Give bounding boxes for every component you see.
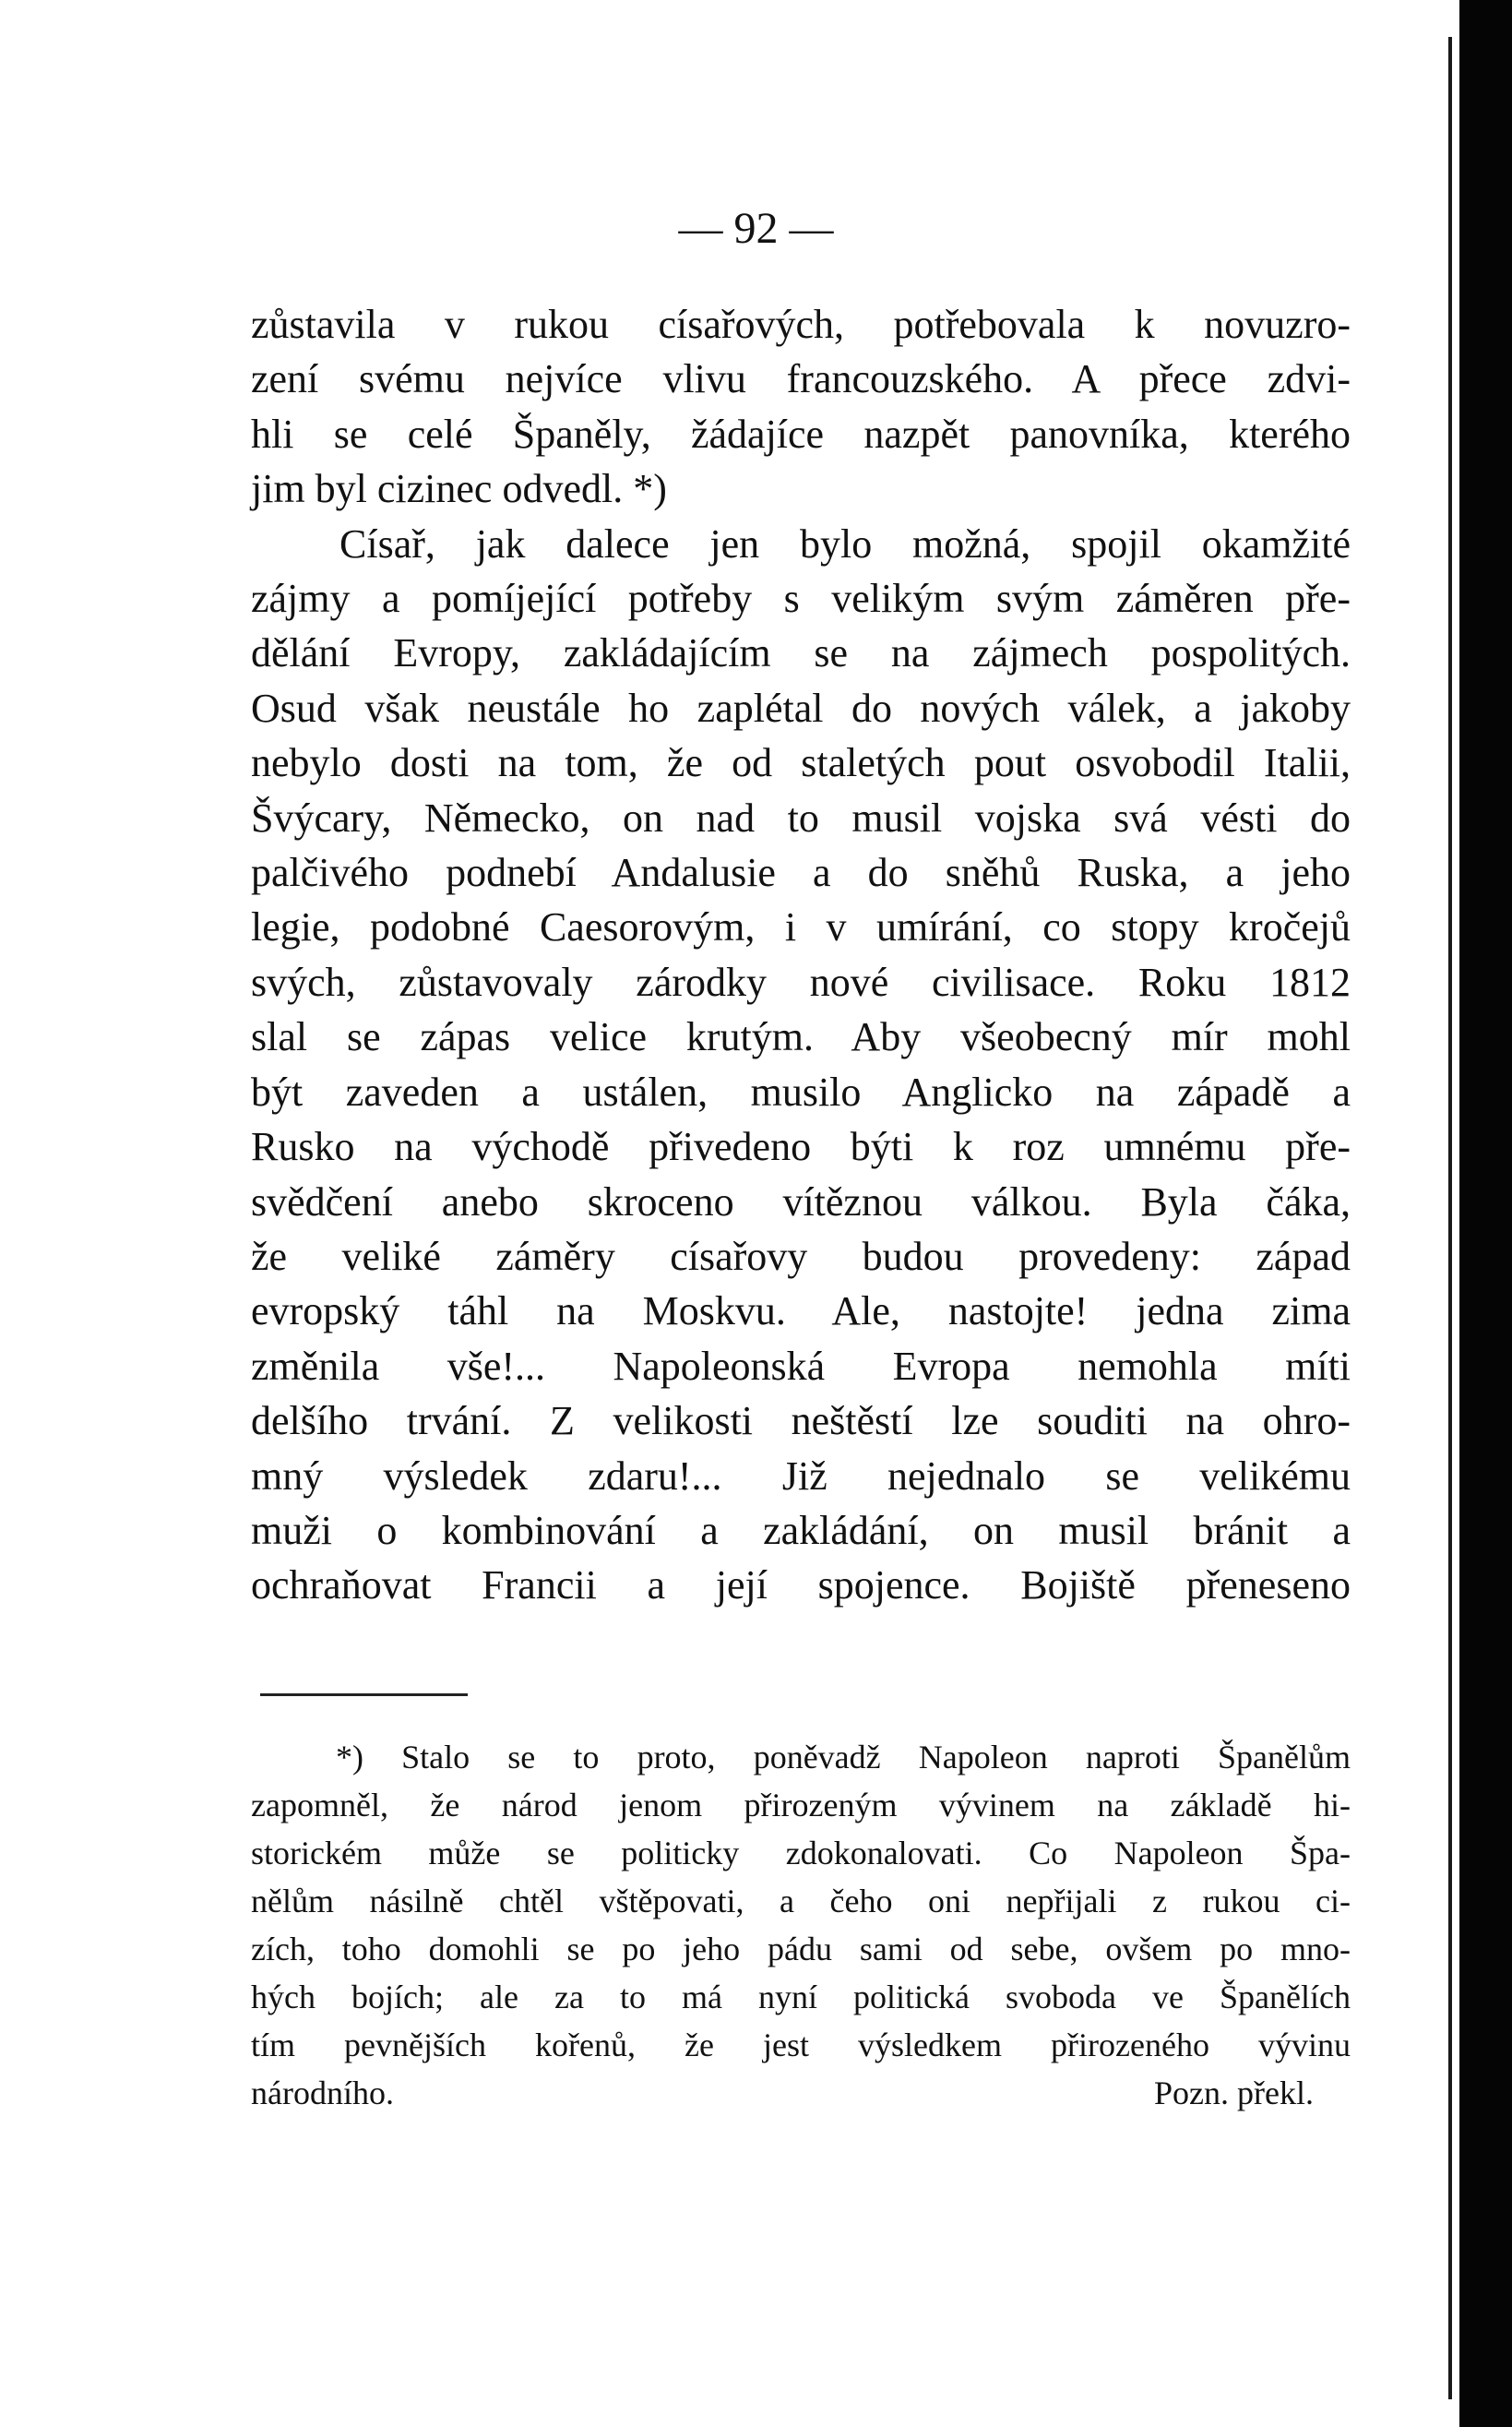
footnote-line: zapomněl, že národ jenom přirozeným vývinem na základě hi-	[251, 1787, 1351, 1823]
main-text	[251, 297, 1351, 1613]
footnote-attribution: Pozn. překl.	[1154, 2074, 1314, 2111]
footnote	[251, 1733, 1351, 2117]
text-line: Osud však neustále ho zaplétal do nových válek, a jakoby	[251, 685, 1351, 731]
text-line: mný výsledek zdaru!... Již nejednalo se velikému	[251, 1453, 1351, 1499]
footnote-line: nělům násilně chtěl vštěpovati, a čeho oni nepřijali z rukou ci-	[251, 1883, 1351, 1919]
text-line: zení svému nejvíce vlivu francouzského. A přece zdvi-	[251, 356, 1351, 402]
footnote-line: storickém může se politicky zdokonalovati. Co Napoleon Špa-	[251, 1835, 1351, 1871]
text-line: muži o kombinování a zakládání, on musil bránit a	[251, 1507, 1351, 1553]
text-line: delšího trvání. Z velikosti neštěstí lze souditi na ohro-	[251, 1398, 1351, 1444]
text-line: evropský táhl na Moskvu. Ale, nastojte! jedna zima	[251, 1288, 1351, 1334]
text-line: svých, zůstavovaly zárodky nové civilisace. Roku 1812	[251, 959, 1351, 1005]
text-line: hli se celé Španěly, žádajíce nazpět panovníka, kterého	[251, 411, 1351, 457]
text-line: palčivého podnebí Andalusie a do sněhů Ruska, a jeho	[251, 850, 1351, 896]
text-line: slal se zápas velice krutým. Aby všeobecný mír mohl	[251, 1014, 1351, 1060]
text-line: dělání Evropy, zakládajícím se na zájmech pospolitých.	[251, 630, 1351, 676]
text-line: ochraňovat Francii a její spojence. Bojiště přeneseno	[251, 1562, 1351, 1608]
footnote-line: hých bojích; ale za to má nyní politická svoboda ve Španělích	[251, 1979, 1351, 2015]
page-edge-rule	[1448, 37, 1452, 2399]
text-line: Švýcary, Německo, on nad to musil vojska svá vésti do	[251, 795, 1351, 841]
page-number: — 92 —	[678, 204, 834, 253]
footnote-line: *) Stalo se to proto, poněvadž Napoleon naproti Španělům	[336, 1739, 1351, 1775]
text-line: zájmy a pomíjející potřeby s velikým svým záměren pře-	[251, 576, 1351, 622]
text-line: svědčení anebo skroceno vítěznou válkou. Byla čáka,	[251, 1178, 1351, 1225]
footnote-line: národního.	[251, 2074, 394, 2111]
text-line: změnila vše!... Napoleonská Evropa nemohla míti	[251, 1343, 1351, 1389]
scan-binding-edge	[1459, 0, 1512, 2427]
footnote-divider	[260, 1693, 468, 1696]
footnote-last-row	[251, 2069, 1351, 2117]
text-line: nebylo dosti na tom, že od staletých pout osvobodil Italii,	[251, 740, 1351, 786]
text-line: legie, podobné Caesorovým, i v umírání, co stopy kročejů	[251, 904, 1351, 950]
footnote-line: tím pevnějších kořenů, že jest výsledkem přirozeného vývinu	[251, 2026, 1351, 2063]
footnote-line: zích, toho domohli se po jeho pádu sami od sebe, ovšem po mno-	[251, 1931, 1351, 1967]
text-line: jim byl cizinec odvedl. *)	[251, 466, 667, 512]
text-line: Rusko na východě přivedeno býti k roz umnému pře-	[251, 1124, 1351, 1170]
text-line: Císař, jak dalece jen bylo možná, spojil okamžité	[339, 520, 1351, 567]
text-line: že veliké záměry císařovy budou provedeny: západ	[251, 1233, 1351, 1279]
text-line: být zaveden a ustálen, musilo Anglicko na západě a	[251, 1069, 1351, 1115]
text-line: zůstavila v rukou císařových, potřebovala k novuzro-	[251, 302, 1351, 347]
